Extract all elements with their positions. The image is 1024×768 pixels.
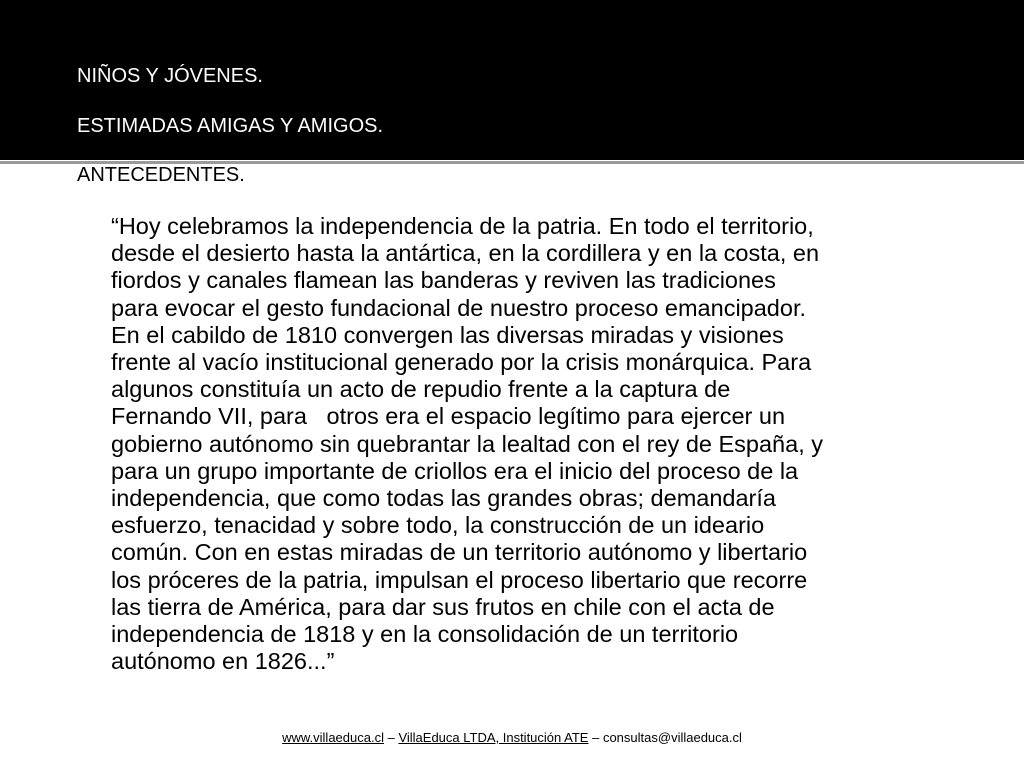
footer-separator: – — [383, 730, 399, 745]
quote-line: Fernando VII, para otros era el espacio legítimo para ejercer un — [111, 403, 786, 430]
footer-separator: – — [588, 730, 603, 745]
quote-line: autónomo en 1826...” — [111, 648, 335, 675]
quote-line: algunos constituía un acto de repudio frente a la captura de — [111, 376, 731, 403]
quote-line: independencia de 1818 y en la consolidación de un territorio — [111, 621, 739, 648]
quote-line: independencia, que como todas las grandes obras; demandaría — [111, 485, 776, 512]
heading-line-antecedentes: ANTECEDENTES. — [77, 164, 245, 186]
quote-line: las tierra de América, para dar sus frutos en chile con el acta de — [111, 593, 775, 620]
quote-line: “Hoy celebramos la independencia de la patria. En todo el territorio, — [111, 213, 814, 239]
heading-line-estimadas-amigas: ESTIMADAS AMIGAS Y AMIGOS. — [77, 115, 384, 137]
footer-company-link[interactable]: VillaEduca LTDA, Institución ATE — [398, 730, 589, 745]
footer — [0, 729, 1024, 747]
quote-line: para un grupo importante de criollos era el inicio del proceso de la — [111, 457, 799, 484]
heading-line-ninos-y-jovenes: NIÑOS Y JÓVENES. — [77, 65, 263, 87]
quote-line: común. Con en estas miradas de un territorio autónomo y libertario — [111, 539, 808, 566]
quote-line: fiordos y canales flamean las banderas y reviven las tradiciones — [111, 267, 776, 294]
quote-line: esfuerzo, tenacidad y sobre todo, la construcción de un ideario — [111, 512, 765, 539]
quote-line: frente al vacío institucional generado por la crisis monárquica. Para — [111, 349, 812, 376]
quote-line: En el cabildo de 1810 convergen las diversas miradas y visiones — [111, 321, 784, 348]
quote-line: desde el desierto hasta la antártica, en la cordillera y en la costa, en — [111, 240, 820, 267]
footer-email: consultas@villaeduca.cl — [602, 730, 742, 745]
quote-paragraph — [111, 213, 981, 675]
quote-line: para evocar el gesto fundacional de nuestro proceso emancipador. — [111, 294, 807, 321]
quote-line: gobierno autónomo sin quebrantar la lealtad con el rey de España, y — [111, 430, 823, 457]
quote-line: los próceres de la patria, impulsan el proceso libertario que recorre — [111, 566, 808, 593]
footer-website-link[interactable]: www.villaeduca.cl — [282, 730, 384, 745]
